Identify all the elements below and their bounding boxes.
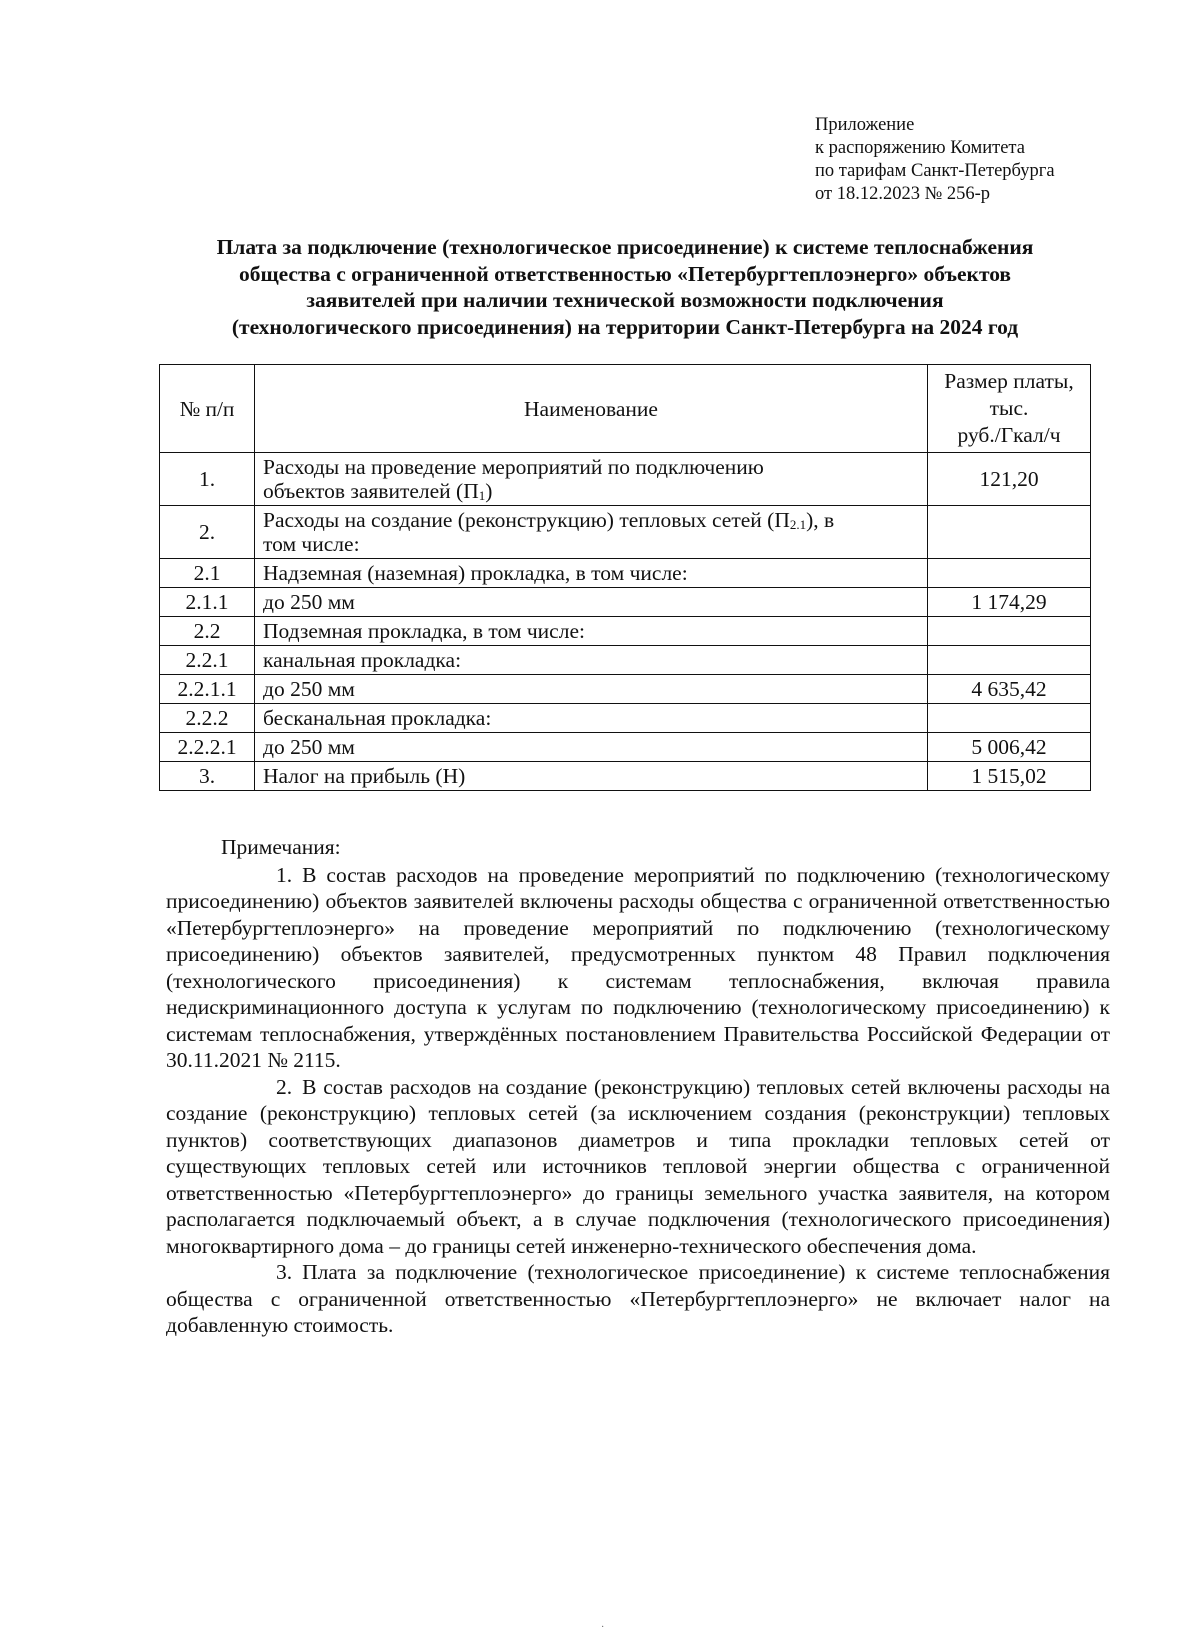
notes-title: Примечания: xyxy=(221,835,341,859)
row-name-text: ), в xyxy=(806,508,835,532)
row-name-subscript: 1 xyxy=(478,488,486,503)
note-text: Плата за подключение (технологическое присоединение) к системе теплоснабжения общества с ограниченной ответственностью «Петербургтеплоэнерго» не включает налог на добавленную стоимость. xyxy=(166,1260,1110,1337)
appendix-line: от 18.12.2023 № 256-р xyxy=(815,184,991,204)
row-value: 121,20 xyxy=(928,453,1091,506)
table-row xyxy=(160,617,1091,646)
table-row xyxy=(160,733,1091,762)
row-num: 2. xyxy=(160,506,255,559)
row-name: Надземная (наземная) прокладка, в том числе: xyxy=(255,559,928,588)
note-item xyxy=(166,1074,1110,1260)
appendix-line: по тарифам Санкт-Петербурга xyxy=(815,161,1055,181)
header-name: Наименование xyxy=(255,365,928,453)
note-number: 2. xyxy=(276,1074,293,1099)
title-line: заявителей при наличии технической возможности подключения xyxy=(306,288,944,312)
row-num: 2.1 xyxy=(160,559,255,588)
row-value xyxy=(928,704,1091,733)
row-name-line: том числе: xyxy=(263,532,360,556)
table-row xyxy=(160,453,1091,506)
row-value xyxy=(928,559,1091,588)
row-name-text: Расходы на создание (реконструкцию) тепловых сетей (П xyxy=(263,508,790,532)
row-num: 3. xyxy=(160,762,255,791)
note-text: В состав расходов на создание (реконструкцию) тепловых сетей включены расходы на создание (реконструкцию) тепловых сетей (за исключением создания (реконструкции) тепловых пунктов) соответствующих диапазонов диаметров и типа прокладки тепловых сетей от существующих тепловых сетей или источников тепловой энергии общества с ограниченной ответственностью «Петербургтеплоэнерго» до границы земельного участка заявителя, на котором располагается подключаемый объект, а в случае подключения (технологического присоединения) многоквартирного дома – до границы сетей инженерно-технического обеспечения дома. xyxy=(166,1074,1110,1258)
row-name: бесканальная прокладка: xyxy=(255,704,928,733)
table-row xyxy=(160,675,1091,704)
row-num: 2.2.2.1 xyxy=(160,733,255,762)
appendix-line: к распоряжению Комитета xyxy=(815,138,1025,158)
row-name: Подземная прокладка, в том числе: xyxy=(255,617,928,646)
appendix-block xyxy=(815,114,1055,206)
row-name: до 250 мм xyxy=(255,675,928,704)
row-value: 1 174,29 xyxy=(928,588,1091,617)
header-value-line: тыс. xyxy=(989,396,1029,420)
row-name: до 250 мм xyxy=(255,588,928,617)
note-text: В состав расходов на проведение мероприятий по подключению (технологическому присоединению) объектов заявителей включены расходы общества с ограниченной ответственностью «Петербургтеплоэнерго» на проведение мероприятий по подключению (технологическому присоединению) объектов заявителей, предусмотренных пунктом 48 Правил подключения (технологического присоединения) к системам теплоснабжения, включая правила недискриминационного доступа к услугам по подключению (технологическому присоединению) к системам теплоснабжения, утверждённых постановлением Правительства Российской Федерации от 30.11.2021 № 2115. xyxy=(166,862,1110,1072)
header-value-line: Размер платы, xyxy=(944,369,1074,393)
row-value xyxy=(928,646,1091,675)
row-name-text: объектов заявителей (П xyxy=(263,479,479,503)
note-item xyxy=(166,1259,1110,1339)
row-num: 2.2.1 xyxy=(160,646,255,675)
row-name-text: ) xyxy=(485,479,493,503)
row-name-line: Расходы на проведение мероприятий по подключению xyxy=(263,455,764,479)
row-num: 2.2.1.1 xyxy=(160,675,255,704)
row-name: канальная прокладка: xyxy=(255,646,928,675)
row-value xyxy=(928,617,1091,646)
row-num: 2.2 xyxy=(160,617,255,646)
title-line: (технологического присоединения) на территории Санкт-Петербурга на 2024 год xyxy=(231,314,1019,339)
row-name-line xyxy=(263,508,919,532)
title-line: Плата за подключение (технологическое присоединение) к системе теплоснабжения xyxy=(216,235,1034,259)
table-header-row xyxy=(160,365,1091,453)
table-row xyxy=(160,559,1091,588)
row-value: 4 635,42 xyxy=(928,675,1091,704)
title-line: общества с ограниченной ответственностью «Петербургтеплоэнерго» объектов xyxy=(238,261,1012,286)
notes-section xyxy=(166,834,1110,1339)
row-num: 1. xyxy=(160,453,255,506)
row-name-subscript: 2.1 xyxy=(789,517,807,532)
tariff-table xyxy=(159,364,1091,791)
row-name: Налог на прибыль (Н) xyxy=(255,762,928,791)
table-row xyxy=(160,646,1091,675)
note-number: 3. xyxy=(276,1260,293,1284)
table-row xyxy=(160,704,1091,733)
note-item xyxy=(166,862,1110,1074)
row-num: 2.2.2 xyxy=(160,704,255,733)
header-value xyxy=(928,365,1091,453)
table-row xyxy=(160,506,1091,559)
row-value: 5 006,42 xyxy=(928,733,1091,762)
table-row xyxy=(160,588,1091,617)
header-value-line: руб./Гкал/ч xyxy=(957,423,1061,447)
appendix-line: Приложение xyxy=(815,115,915,135)
row-value: 1 515,02 xyxy=(928,762,1091,791)
row-name: до 250 мм xyxy=(255,733,928,762)
row-name xyxy=(255,453,928,506)
table-row xyxy=(160,762,1091,791)
row-name xyxy=(255,506,928,559)
row-name-line xyxy=(263,479,919,503)
scan-mark: · xyxy=(601,1622,605,1633)
note-number: 1. xyxy=(276,862,293,887)
header-num: № п/п xyxy=(160,365,255,453)
row-num: 2.1.1 xyxy=(160,588,255,617)
row-value xyxy=(928,506,1091,559)
document-title xyxy=(150,234,1100,340)
